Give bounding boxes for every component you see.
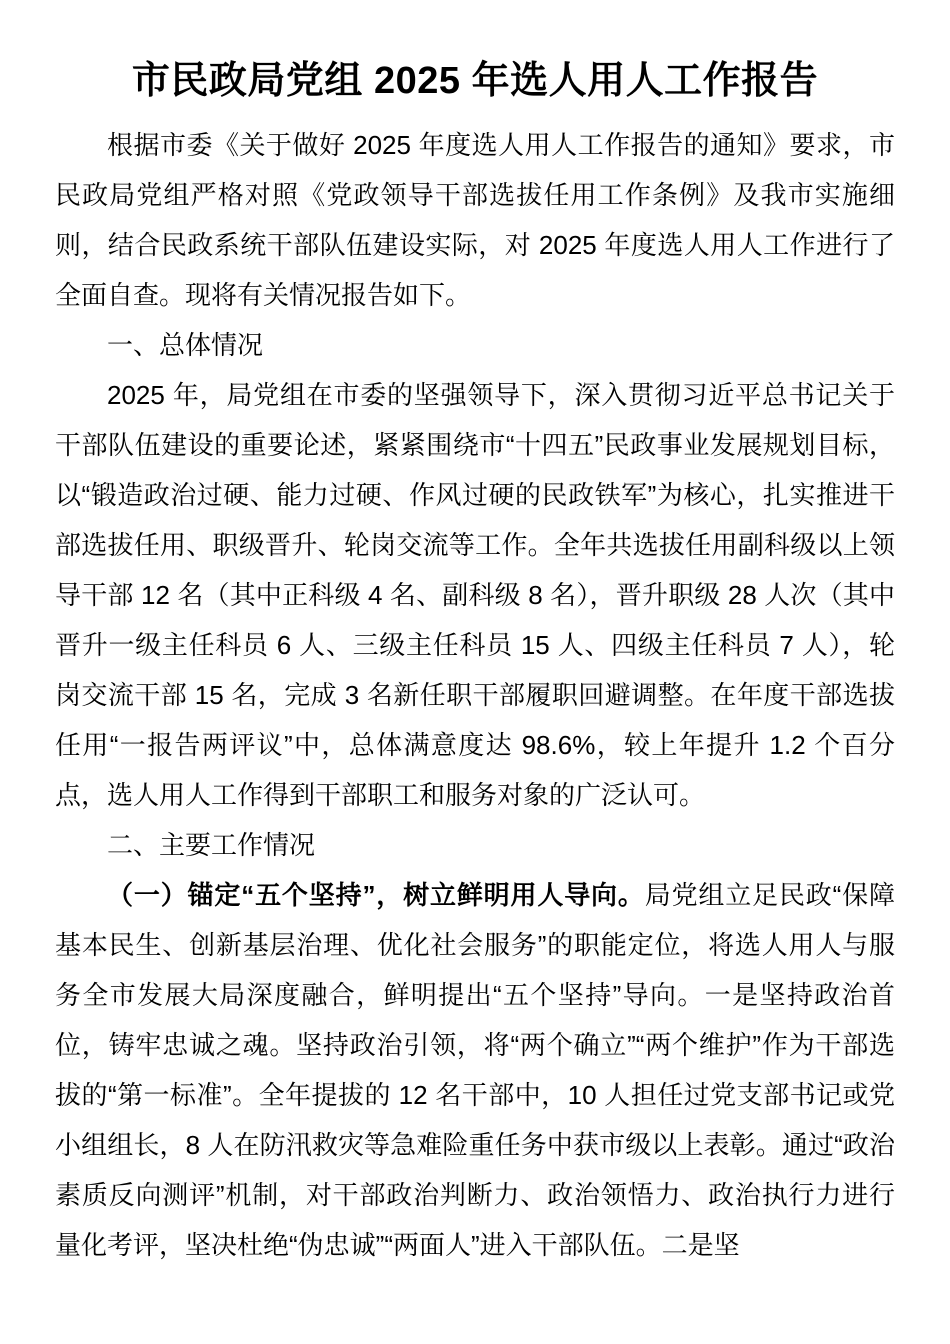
- paragraph-main-work-item-1: [55, 870, 895, 1270]
- section-heading-overall: 一、总体情况: [107, 330, 264, 360]
- paragraph-main-work-item-1-lead: （一）锚定“五个坚持”，树立鲜明用人导向。: [107, 880, 645, 910]
- document-title: 市民政局党组 2025 年选人用人工作报告: [131, 60, 819, 102]
- paragraph-overall-situation: 2025 年，局党组在市委的坚强领导下，深入贯彻习近平总书记关于干部队伍建设的重要论述，紧紧围绕市“十四五”民政事业发展规划目标，以“锻造政治过硬、能力过硬、作风过硬的民政铁军”为核心，扎实推进干部选拔任用、职级晋升、轮岗交流等工作。全年共选拔任用副科级以上领导干部 12 名（其中正科级 4 名、副科级 8 名），晋升职级 28 人次（其中晋升一级主任科员 6 人、三级主任科员 15 人、四级主任科员 7 人），轮岗交流干部 15 名，完成 3 名新任职干部履职回避调整。在年度干部选拔任用“一报告两评议”中，总体满意度达 98.6%，较上年提升 1.2 个百分点，选人用人工作得到干部职工和服务对象的广泛认可。: [55, 380, 895, 810]
- section-heading-main-work: 二、主要工作情况: [107, 830, 316, 860]
- paragraph-intro: 根据市委《关于做好 2025 年度选人用人工作报告的通知》要求，市民政局党组严格对照《党政领导干部选拔任用工作条例》及我市实施细则，结合民政系统干部队伍建设实际，对 2025 年度选人用人工作进行了全面自查。现将有关情况报告如下。: [55, 130, 895, 310]
- paragraph-main-work-item-1-text: 局党组立足民政“保障基本民生、创新基层治理、优化社会服务”的职能定位，将选人用人与服务全市发展大局深度融合，鲜明提出“五个坚持”导向。一是坚持政治首位，铸牢忠诚之魂。坚持政治引领，将“两个确立”“两个维护”作为干部选拔的“第一标准”。全年提拔的 12 名干部中，10 人担任过党支部书记或党小组组长，8 人在防汛救灾等急难险重任务中获市级以上表彰。通过“政治素质反向测评”机制，对干部政治判断力、政治领悟力、政治执行力进行量化考评，坚决杜绝“伪忠诚”“两面人”进入干部队伍。二是坚: [55, 880, 895, 1260]
